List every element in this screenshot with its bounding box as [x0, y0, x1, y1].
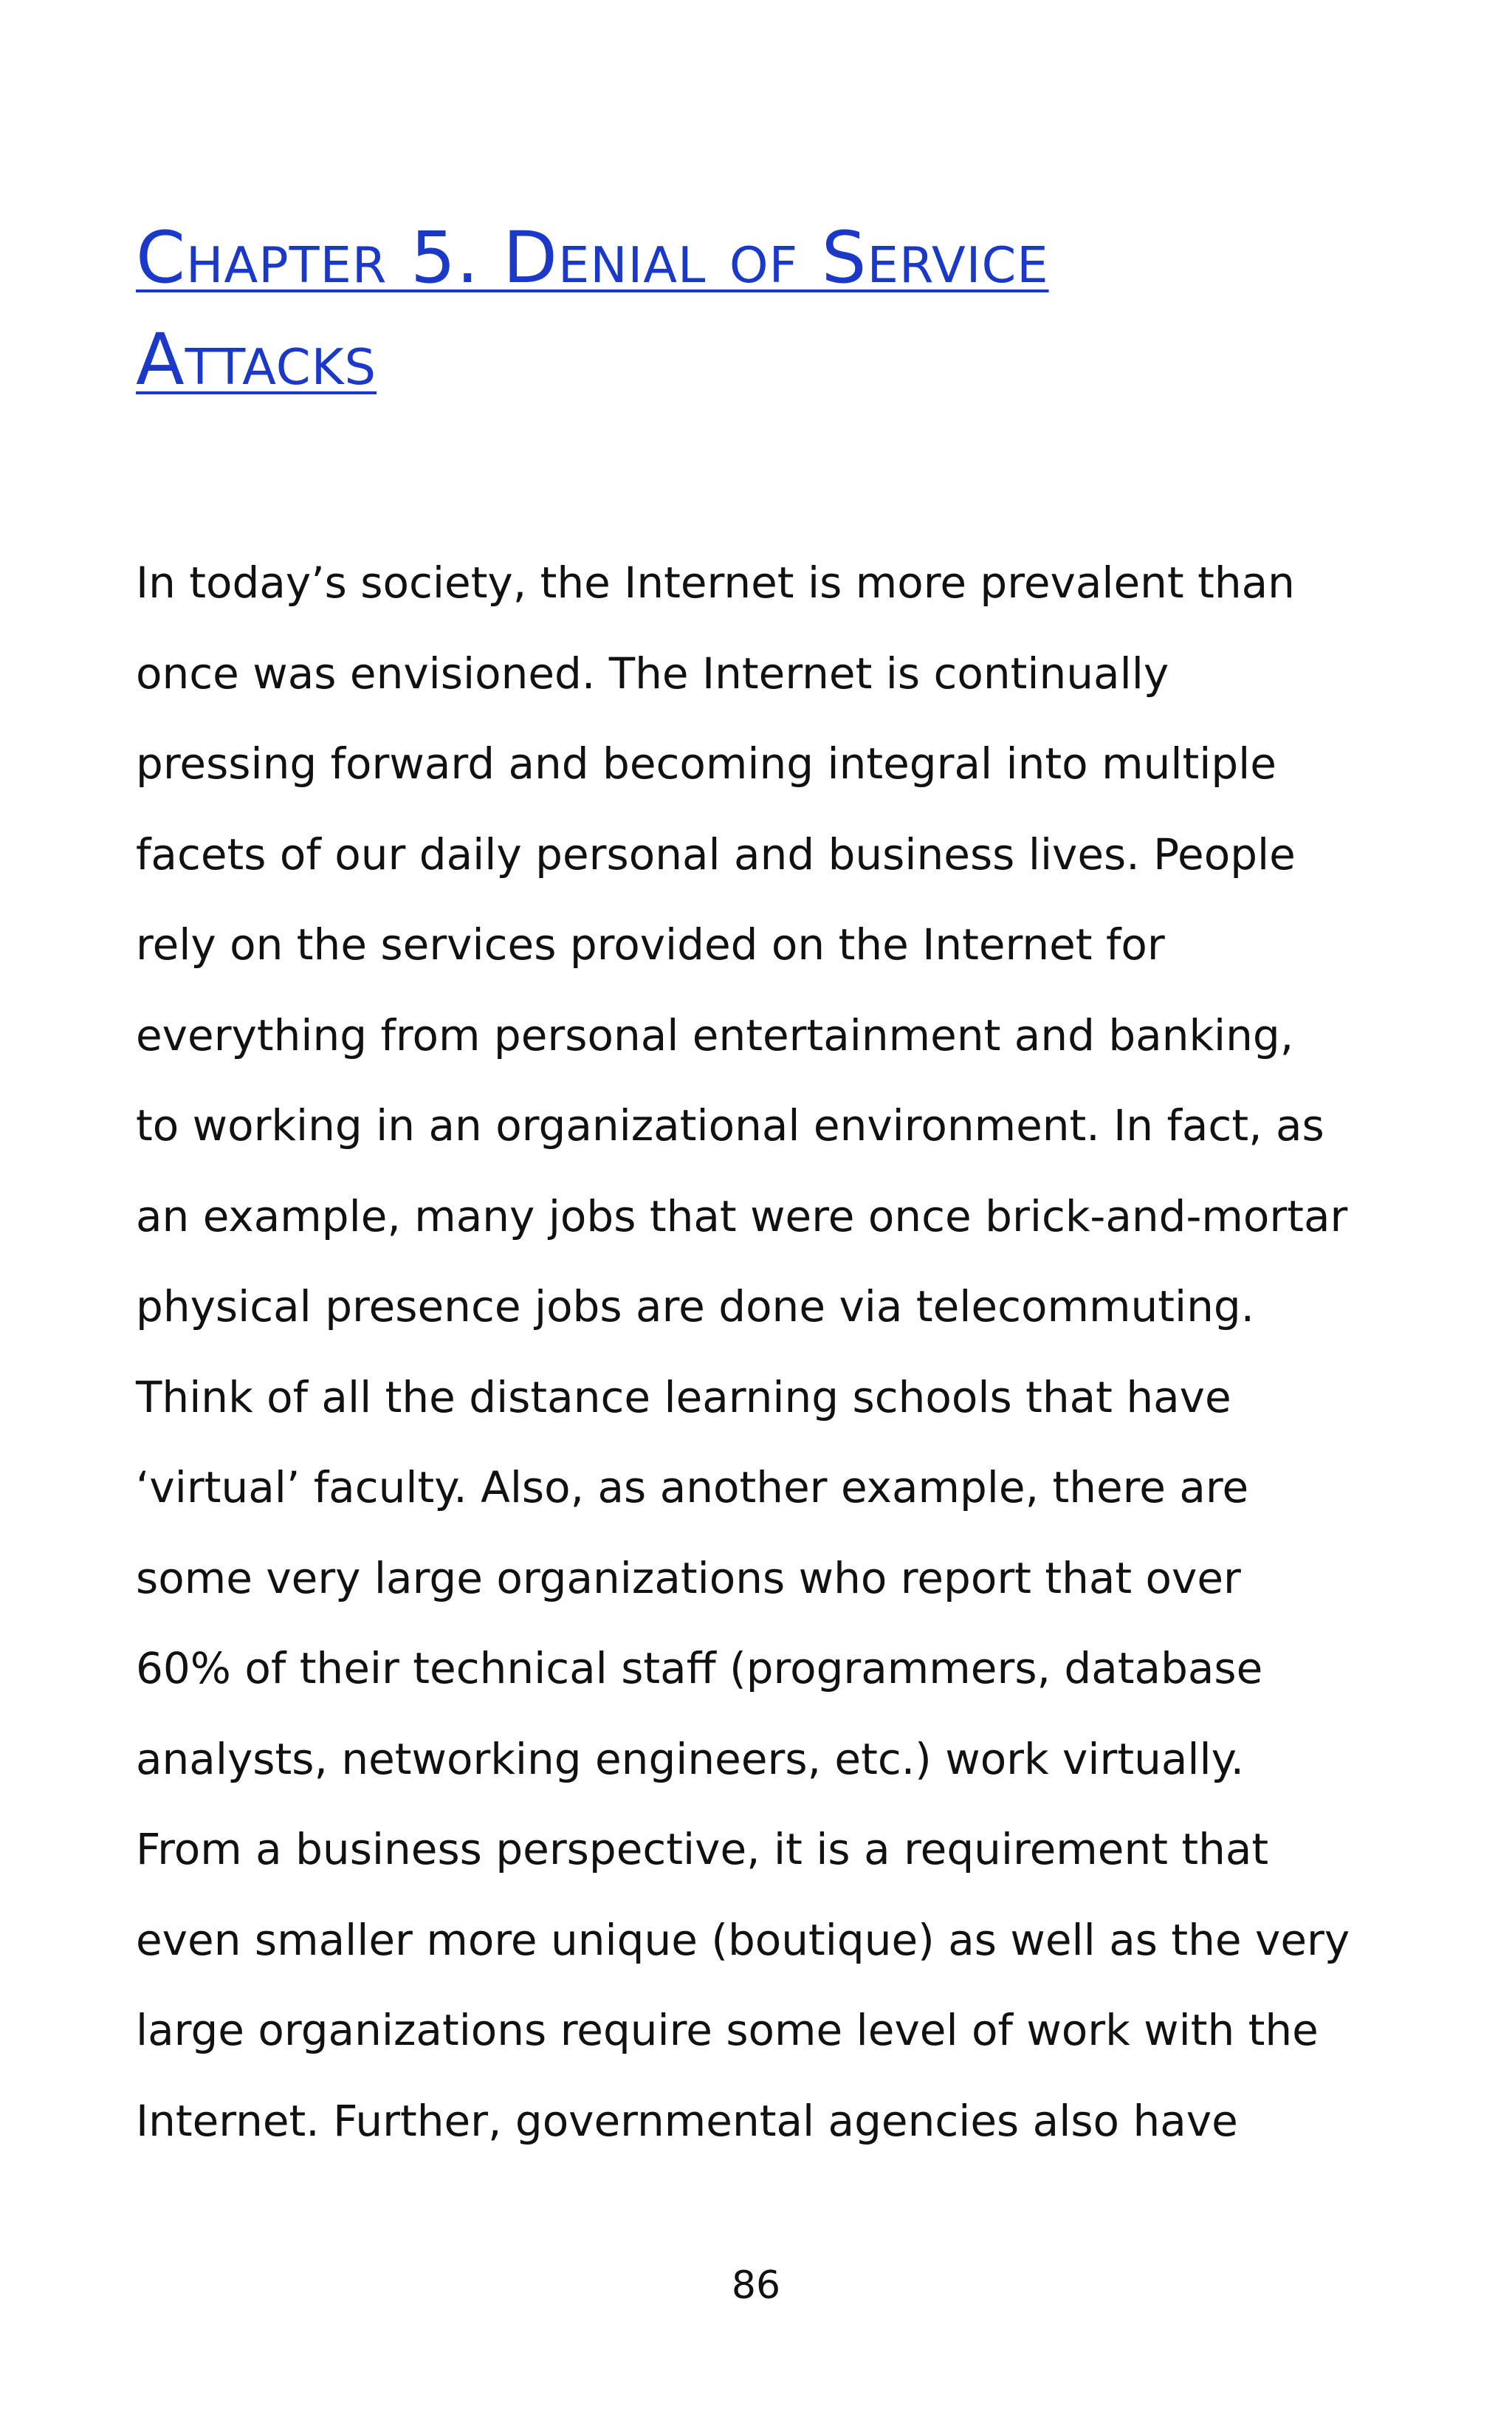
paragraph-line: everything from personal entertainment and banking, — [136, 1010, 1294, 1060]
chapter-title-link[interactable] — [136, 207, 1347, 411]
paragraph-line: some very large organizations who report that over — [136, 1552, 1241, 1603]
paragraph-line: facets of our daily personal and business lives. People — [136, 829, 1296, 880]
paragraph-line: analysts, networking engineers, etc.) work virtually. — [136, 1733, 1245, 1784]
paragraph-line: once was envisioned. The Internet is continually — [136, 648, 1169, 699]
paragraph-line: From a business perspective, it is a requirement that — [136, 1824, 1269, 1874]
chapter-title-line[interactable]: Attacks — [136, 318, 377, 401]
paragraph-line: an example, many jobs that were once brick-and-mortar — [136, 1190, 1348, 1241]
paragraph-line: rely on the services provided on the Internet for — [136, 919, 1165, 970]
paragraph-line: Think of all the distance learning schools that have — [136, 1371, 1231, 1422]
chapter-title-line[interactable]: Chapter 5. Denial of Service — [136, 216, 1049, 299]
paragraph-line: physical presence jobs are done via telecommuting. — [136, 1281, 1255, 1331]
paragraph-line: large organizations require some level of work with the — [136, 2005, 1319, 2055]
page-number: 86 — [731, 2263, 781, 2308]
paragraph-line: 60% of their technical staff (programmers, database — [136, 1643, 1263, 1693]
paragraph-line: to working in an organizational environment. In fact, as — [136, 1100, 1324, 1151]
paragraph-line: ‘virtual’ faculty. Also, as another example, there are — [136, 1462, 1249, 1512]
paragraph-line: even smaller more unique (boutique) as well as the very — [136, 1914, 1350, 1965]
paragraph-line: In today’s society, the Internet is more prevalent than — [136, 558, 1295, 608]
body-paragraph — [136, 538, 1391, 2166]
paragraph-line: Internet. Further, governmental agencies also have — [136, 2095, 1238, 2146]
paragraph-line: pressing forward and becoming integral into multiple — [136, 738, 1276, 789]
